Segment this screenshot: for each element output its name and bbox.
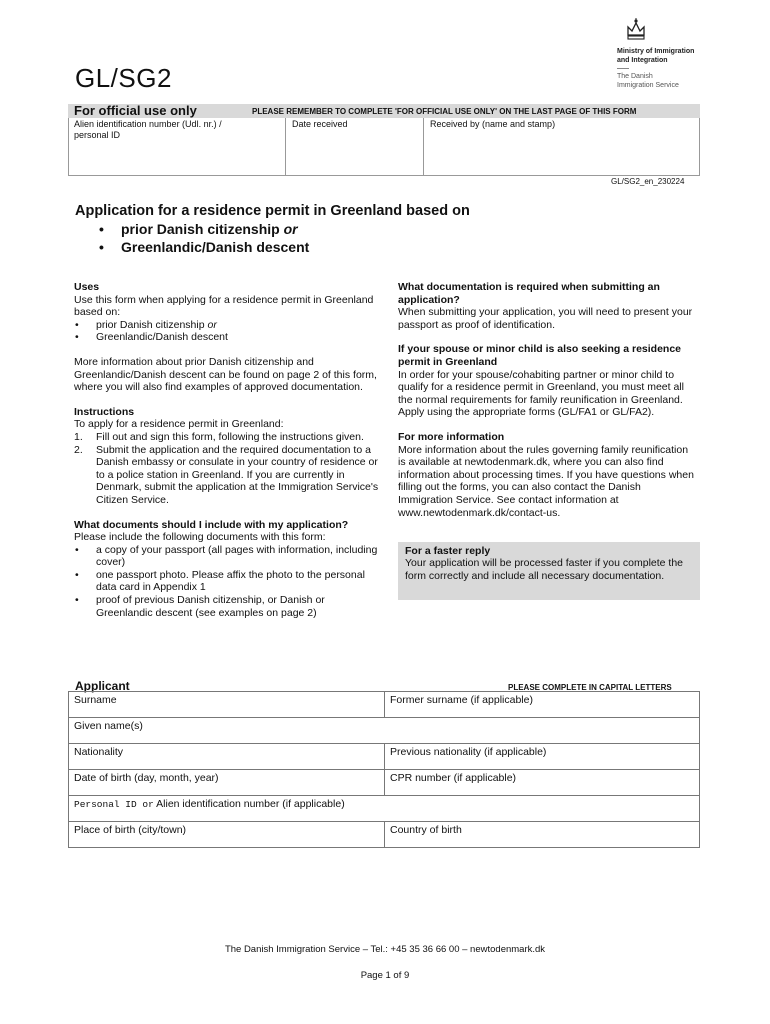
logo-divider	[617, 68, 629, 69]
uses-text: Use this form when applying for a residence permit in Greenland based on:	[74, 293, 374, 319]
more-info-text: More information about prior Danish citizenship and Greenlandic/Danish descent can be found on page 2 of this form, where you will also find examples of approved documentation.	[74, 355, 377, 394]
official-use-box	[68, 118, 700, 176]
date-of-birth-field[interactable]: Date of birth (day, month, year)	[69, 770, 385, 796]
title-bullet-1	[75, 220, 470, 238]
uses-bullet-1: • prior Danish citizenship or	[74, 319, 384, 332]
documents-heading: What documents should I include with my application?	[74, 518, 349, 531]
official-use-reminder: PLEASE REMEMBER TO COMPLETE 'FOR OFFICIAL USE ONLY' ON THE LAST PAGE OF THIS FORM	[252, 107, 637, 116]
logo-ministry-line2: and Integration	[617, 57, 668, 64]
logo-ministry-line1: Ministry of Immigration	[617, 48, 695, 55]
ministry-logo	[617, 18, 717, 90]
bullet-icon: •	[99, 239, 104, 255]
documents-bullet-1: • a copy of your passport (all pages with information, including cover)	[74, 544, 384, 569]
instruction-1: 1. Fill out and sign this form, following the instructions given.	[74, 430, 364, 443]
left-column	[74, 281, 384, 619]
official-use-title: For official use only	[74, 103, 197, 118]
divider	[285, 118, 286, 175]
applicant-heading: Applicant	[75, 679, 130, 693]
page-number: Page 1 of 9	[360, 970, 410, 981]
spouse-heading: If your spouse or minor child is also seeking a residence permit in Greenland	[398, 343, 682, 368]
documents-bullet-2: • one passport photo. Please affix the photo to the personal data card in Appendix 1	[74, 569, 384, 594]
footer-contact: The Danish Immigration Service – Tel.: +45 35 36 66 00 – newtodenmark.dk	[224, 944, 546, 955]
place-of-birth-field[interactable]: Place of birth (city/town)	[69, 822, 385, 848]
logo-service-line2: Immigration Service	[617, 82, 679, 89]
page-title	[75, 202, 470, 256]
title-bullet-1-text: prior Danish citizenship	[121, 221, 280, 237]
previous-nationality-field[interactable]: Previous nationality (if applicable)	[385, 744, 700, 770]
faster-reply-text: Your application will be processed faster if you complete the form correctly and include all necessary documentation.	[405, 557, 684, 582]
instructions-text: To apply for a residence permit in Greenland:	[74, 418, 284, 431]
title-line: Application for a residence permit in Greenland based on	[75, 203, 470, 219]
faster-reply-box	[398, 542, 700, 600]
instruction-2: 2. Submit the application and the required documentation to a Danish embassy or consulate in your country of residence or to a police station in Greenland. If you are currently in Denmark, submit the application at the Immigration Service's Citizen Service.	[74, 443, 379, 506]
capital-letters-note: PLEASE COMPLETE IN CAPITAL LETTERS	[508, 683, 672, 692]
crown-icon	[625, 18, 647, 42]
instructions-heading: Instructions	[74, 405, 135, 418]
alien-id-field[interactable]: Alien identification number (Udl. nr.) / personal ID	[74, 119, 222, 140]
logo-service-line1: The Danish	[617, 73, 653, 80]
title-bullet-2-text: Greenlandic/Danish descent	[121, 239, 310, 255]
documents-bullet-3: • proof of previous Danish citizenship, or Danish or Greenlandic descent (see examples on page 2)	[74, 594, 384, 619]
uses-heading: Uses	[74, 281, 100, 293]
surname-field[interactable]: Surname	[69, 692, 385, 718]
former-surname-field[interactable]: Former surname (if applicable)	[385, 692, 700, 718]
date-received-field[interactable]: Date received	[292, 119, 348, 129]
bullet-icon: •	[99, 221, 104, 237]
received-by-field[interactable]: Received by (name and stamp)	[430, 119, 556, 129]
country-of-birth-field[interactable]: Country of birth	[385, 822, 700, 848]
spouse-text: In order for your spouse/cohabiting partner or minor child to qualify for a residence permit in Greenland, you must meet all the normal requirements for family reunification in Greenland. Apply using the appropriate forms (GL/FA1 or GL/FA2).	[398, 368, 684, 419]
right-column	[398, 281, 698, 519]
divider	[423, 118, 424, 175]
form-code: GL/SG2	[75, 63, 172, 93]
title-bullet-1-or: or	[283, 221, 298, 237]
uses-bullet-2: • Greenlandic/Danish descent	[74, 331, 384, 344]
applicant-table	[68, 691, 700, 848]
required-docs-heading: What documentation is required when submitting an application?	[398, 281, 660, 306]
more-info-right-text: More information about the rules governing family reunification is available at newtodenmark.dk, where you can also find information about processing times. If you have questions when filling out the forms, you can also contact the Danish Immigration Service. See contact information at www.newtodenmark.dk/contact-us.	[398, 443, 694, 519]
more-info-heading: For more information	[398, 430, 505, 443]
document-reference: GL/SG2_en_230224	[611, 177, 685, 186]
title-bullet-2	[75, 238, 470, 256]
cpr-number-field[interactable]: CPR number (if applicable)	[385, 770, 700, 796]
documents-text: Please include the following documents with this form:	[74, 531, 326, 544]
nationality-field[interactable]: Nationality	[69, 744, 385, 770]
personal-id-field[interactable]: Personal ID or Alien identification number (if applicable)	[69, 796, 700, 822]
faster-reply-heading: For a faster reply	[405, 545, 491, 557]
given-names-field[interactable]: Given name(s)	[69, 718, 700, 744]
required-docs-text: When submitting your application, you will need to present your passport as proof of identification.	[398, 306, 693, 331]
